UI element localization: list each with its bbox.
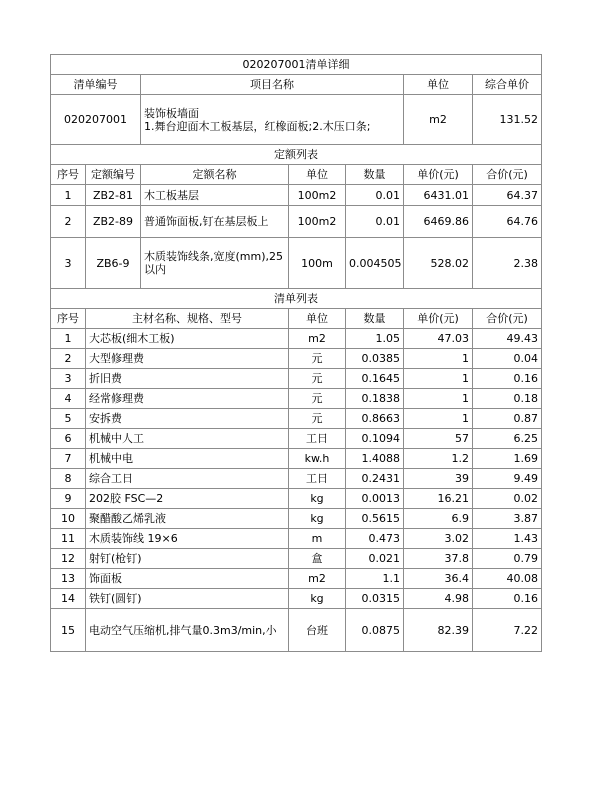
material-unit: kg bbox=[289, 489, 346, 509]
material-seq-header: 序号 bbox=[51, 309, 86, 329]
quota-seq: 2 bbox=[51, 206, 86, 238]
quota-total: 2.38 bbox=[473, 238, 542, 289]
bill-unit-header: 单位 bbox=[404, 75, 473, 95]
bill-price-header: 综合单价 bbox=[473, 75, 542, 95]
material-total: 40.08 bbox=[473, 569, 542, 589]
bill-name-line1: 装饰板墙面 bbox=[144, 106, 199, 120]
material-name: 聚醋酸乙烯乳液 bbox=[86, 509, 289, 529]
quota-unit-header: 单位 bbox=[289, 165, 346, 185]
quota-unit-price: 6431.01 bbox=[404, 185, 473, 206]
material-unit-price: 47.03 bbox=[404, 329, 473, 349]
material-unit: m2 bbox=[289, 569, 346, 589]
material-row bbox=[51, 529, 542, 549]
quota-seq: 3 bbox=[51, 238, 86, 289]
material-total: 0.02 bbox=[473, 489, 542, 509]
material-name: 折旧费 bbox=[86, 369, 289, 389]
material-name: 木质装饰线 19×6 bbox=[86, 529, 289, 549]
material-name: 机械中人工 bbox=[86, 429, 289, 449]
material-seq: 1 bbox=[51, 329, 86, 349]
material-name: 机械中电 bbox=[86, 449, 289, 469]
quota-code: ZB2-81 bbox=[86, 185, 141, 206]
material-seq: 2 bbox=[51, 349, 86, 369]
quota-unit: 100m2 bbox=[289, 206, 346, 238]
material-row bbox=[51, 449, 542, 469]
quota-qty-header: 数量 bbox=[346, 165, 404, 185]
material-qty: 0.0875 bbox=[346, 609, 404, 652]
material-qty: 1.05 bbox=[346, 329, 404, 349]
material-seq: 7 bbox=[51, 449, 86, 469]
material-unit-price: 1 bbox=[404, 389, 473, 409]
material-section-title: 清单列表 bbox=[51, 289, 542, 309]
material-unit-price: 36.4 bbox=[404, 569, 473, 589]
material-unit: 元 bbox=[289, 409, 346, 429]
material-unit: 元 bbox=[289, 349, 346, 369]
material-total: 3.87 bbox=[473, 509, 542, 529]
quota-seq-header: 序号 bbox=[51, 165, 86, 185]
material-qty: 0.8663 bbox=[346, 409, 404, 429]
material-unit-price-header: 单价(元) bbox=[404, 309, 473, 329]
material-seq: 3 bbox=[51, 369, 86, 389]
material-total: 0.79 bbox=[473, 549, 542, 569]
bill-code-header: 清单编号 bbox=[51, 75, 141, 95]
quota-unit-price: 6469.86 bbox=[404, 206, 473, 238]
material-unit: m bbox=[289, 529, 346, 549]
material-total: 49.43 bbox=[473, 329, 542, 349]
material-seq: 11 bbox=[51, 529, 86, 549]
quota-qty: 0.01 bbox=[346, 185, 404, 206]
material-row bbox=[51, 349, 542, 369]
material-qty: 0.0385 bbox=[346, 349, 404, 369]
quota-total: 64.76 bbox=[473, 206, 542, 238]
bill-code: 020207001 bbox=[51, 95, 141, 145]
material-qty: 0.1094 bbox=[346, 429, 404, 449]
material-total: 9.49 bbox=[473, 469, 542, 489]
material-name: 铁钉(圆钉) bbox=[86, 589, 289, 609]
material-unit: kg bbox=[289, 509, 346, 529]
material-seq: 10 bbox=[51, 509, 86, 529]
material-unit: 元 bbox=[289, 369, 346, 389]
bill-name-header: 项目名称 bbox=[141, 75, 404, 95]
material-seq: 15 bbox=[51, 609, 86, 652]
material-row bbox=[51, 429, 542, 449]
material-row bbox=[51, 589, 542, 609]
quota-seq: 1 bbox=[51, 185, 86, 206]
material-qty: 0.5615 bbox=[346, 509, 404, 529]
quota-unit-price-header: 单价(元) bbox=[404, 165, 473, 185]
material-row bbox=[51, 609, 542, 652]
material-unit-price: 82.39 bbox=[404, 609, 473, 652]
material-total: 0.04 bbox=[473, 349, 542, 369]
material-qty: 0.021 bbox=[346, 549, 404, 569]
material-total-header: 合价(元) bbox=[473, 309, 542, 329]
material-unit-price: 4.98 bbox=[404, 589, 473, 609]
material-row bbox=[51, 489, 542, 509]
material-name: 饰面板 bbox=[86, 569, 289, 589]
material-row bbox=[51, 469, 542, 489]
material-name: 202胶 FSC—2 bbox=[86, 489, 289, 509]
material-row bbox=[51, 369, 542, 389]
material-seq: 8 bbox=[51, 469, 86, 489]
material-name: 大型修理费 bbox=[86, 349, 289, 369]
material-unit-price: 57 bbox=[404, 429, 473, 449]
quota-row bbox=[51, 206, 542, 238]
material-qty: 1.4088 bbox=[346, 449, 404, 469]
material-qty: 0.0315 bbox=[346, 589, 404, 609]
material-name: 经常修理费 bbox=[86, 389, 289, 409]
bill-price: 131.52 bbox=[473, 95, 542, 145]
material-unit: m2 bbox=[289, 329, 346, 349]
material-row bbox=[51, 389, 542, 409]
material-unit-price: 16.21 bbox=[404, 489, 473, 509]
material-qty: 0.473 bbox=[346, 529, 404, 549]
material-unit-price: 1 bbox=[404, 349, 473, 369]
bill-name-line2: 1.舞台迎面木工板基层，红橡面板;2.木压口条; bbox=[144, 119, 371, 133]
quota-name: 普通饰面板,钉在基层板上 bbox=[141, 206, 289, 238]
material-row bbox=[51, 329, 542, 349]
material-total: 0.16 bbox=[473, 369, 542, 389]
material-qty: 0.1645 bbox=[346, 369, 404, 389]
quota-code: ZB6-9 bbox=[86, 238, 141, 289]
quota-name: 木质装饰线条,宽度(mm),25以内 bbox=[141, 238, 289, 289]
material-qty: 1.1 bbox=[346, 569, 404, 589]
quota-qty: 0.01 bbox=[346, 206, 404, 238]
material-name: 射钉(枪钉) bbox=[86, 549, 289, 569]
material-qty: 0.1838 bbox=[346, 389, 404, 409]
material-total: 0.16 bbox=[473, 589, 542, 609]
material-unit-price: 1.2 bbox=[404, 449, 473, 469]
quota-name: 木工板基层 bbox=[141, 185, 289, 206]
material-unit-header: 单位 bbox=[289, 309, 346, 329]
quota-total: 64.37 bbox=[473, 185, 542, 206]
material-row bbox=[51, 409, 542, 429]
material-total: 7.22 bbox=[473, 609, 542, 652]
material-total: 0.18 bbox=[473, 389, 542, 409]
bill-unit: m2 bbox=[404, 95, 473, 145]
material-unit-price: 1 bbox=[404, 409, 473, 429]
material-total: 0.87 bbox=[473, 409, 542, 429]
material-unit: 工日 bbox=[289, 469, 346, 489]
material-unit: kg bbox=[289, 589, 346, 609]
material-seq: 4 bbox=[51, 389, 86, 409]
material-unit-price: 37.8 bbox=[404, 549, 473, 569]
material-seq: 13 bbox=[51, 569, 86, 589]
material-row bbox=[51, 509, 542, 529]
bill-detail-table bbox=[50, 54, 542, 652]
material-unit-price: 3.02 bbox=[404, 529, 473, 549]
quota-section-title: 定额列表 bbox=[51, 145, 542, 165]
quota-row bbox=[51, 238, 542, 289]
material-total: 1.69 bbox=[473, 449, 542, 469]
material-row bbox=[51, 569, 542, 589]
material-unit: 工日 bbox=[289, 429, 346, 449]
material-unit: kw.h bbox=[289, 449, 346, 469]
quota-row bbox=[51, 185, 542, 206]
material-seq: 6 bbox=[51, 429, 86, 449]
page-title: 020207001清单详细 bbox=[51, 55, 542, 75]
quota-qty: 0.004505 bbox=[346, 238, 404, 289]
quota-unit: 100m2 bbox=[289, 185, 346, 206]
material-seq: 9 bbox=[51, 489, 86, 509]
material-unit-price: 1 bbox=[404, 369, 473, 389]
quota-code: ZB2-89 bbox=[86, 206, 141, 238]
quota-unit-price: 528.02 bbox=[404, 238, 473, 289]
material-name: 大芯板(细木工板) bbox=[86, 329, 289, 349]
material-qty: 0.0013 bbox=[346, 489, 404, 509]
material-row bbox=[51, 549, 542, 569]
material-seq: 5 bbox=[51, 409, 86, 429]
material-unit-price: 39 bbox=[404, 469, 473, 489]
material-name: 电动空气压缩机,排气量0.3m3/min,小 bbox=[86, 609, 289, 652]
material-unit-price: 6.9 bbox=[404, 509, 473, 529]
material-qty-header: 数量 bbox=[346, 309, 404, 329]
material-qty: 0.2431 bbox=[346, 469, 404, 489]
material-total: 1.43 bbox=[473, 529, 542, 549]
bill-name bbox=[141, 95, 404, 145]
material-unit: 元 bbox=[289, 389, 346, 409]
material-name: 安拆费 bbox=[86, 409, 289, 429]
quota-name-header: 定额名称 bbox=[141, 165, 289, 185]
material-name-header: 主材名称、规格、型号 bbox=[86, 309, 289, 329]
material-total: 6.25 bbox=[473, 429, 542, 449]
material-unit: 台班 bbox=[289, 609, 346, 652]
material-seq: 12 bbox=[51, 549, 86, 569]
quota-unit: 100m bbox=[289, 238, 346, 289]
quota-total-header: 合价(元) bbox=[473, 165, 542, 185]
quota-code-header: 定额编号 bbox=[86, 165, 141, 185]
material-unit: 盒 bbox=[289, 549, 346, 569]
material-name: 综合工日 bbox=[86, 469, 289, 489]
material-seq: 14 bbox=[51, 589, 86, 609]
